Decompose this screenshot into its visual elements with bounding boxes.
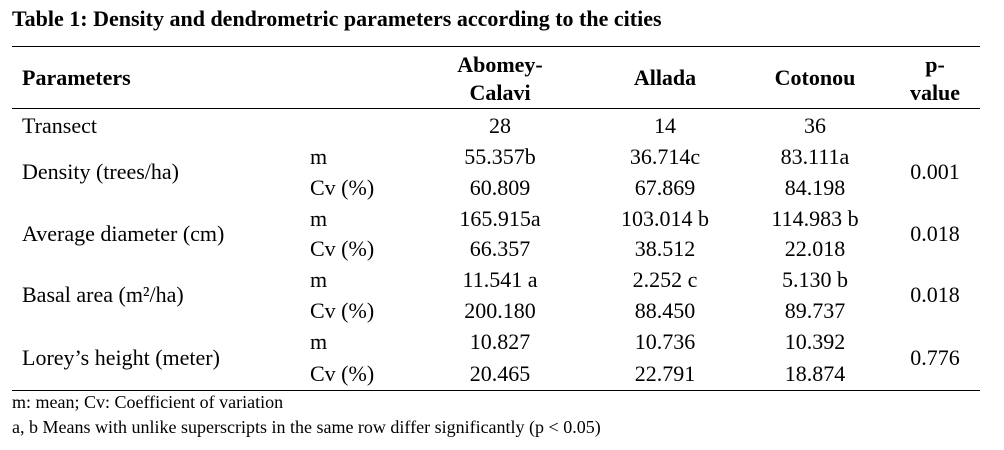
diameter-m-abomey-calavi: 165.915a — [459, 206, 541, 231]
basal-m-cotonou: 5.130 b — [782, 267, 848, 292]
density-cv-cotonou: 84.198 — [784, 175, 846, 200]
diameter-cv-abomey-calavi: 66.357 — [469, 236, 531, 261]
density-m-allada: 36.714c — [629, 144, 701, 169]
transect-cotonou: 36 — [804, 113, 826, 138]
density-m-cotonou: 83.111a — [780, 144, 850, 169]
basal-cv-allada: 88.450 — [634, 298, 696, 323]
height-p-value: 0.776 — [910, 345, 960, 370]
m-label: m — [310, 144, 328, 169]
height-m-cotonou: 10.392 — [784, 329, 846, 354]
transect-abomey-calavi: 28 — [489, 113, 511, 138]
m-label: m — [310, 329, 328, 354]
param-label-basal-area: Basal area (m²/ha) — [22, 282, 184, 307]
transect-allada: 14 — [654, 113, 676, 138]
height-cv-abomey-calavi: 20.465 — [469, 361, 531, 386]
header-parameters: Parameters — [22, 65, 131, 90]
height-cv-allada: 22.791 — [634, 361, 696, 386]
height-cv-cotonou: 18.874 — [784, 361, 846, 386]
density-cv-abomey-calavi: 60.809 — [469, 175, 531, 200]
header-abomey-calavi-line1: Abomey- — [457, 52, 543, 77]
bottom-rule — [12, 390, 980, 391]
diameter-m-allada: 103.014 b — [621, 206, 709, 231]
cv-label: Cv (%) — [310, 298, 375, 323]
diameter-m-cotonou: 114.983 b — [771, 206, 859, 231]
footnote-abbreviations: m: mean; Cv: Coefficient of variation — [12, 392, 284, 412]
header-p-value-line1: p- — [925, 52, 945, 77]
table-title: Table 1: Density and dendrometric parameters according to the cities — [12, 6, 662, 31]
density-m-abomey-calavi: 55.357b — [464, 144, 536, 169]
header-p-value-line2: value — [909, 80, 961, 105]
header-allada: Allada — [633, 65, 697, 90]
top-rule — [12, 46, 980, 47]
diameter-cv-cotonou: 22.018 — [784, 236, 846, 261]
param-label-average-diameter: Average diameter (cm) — [22, 221, 225, 246]
footnote-significance: a, b Means with unlike superscripts in the same row differ significantly (p < 0.05) — [12, 417, 601, 437]
density-p-value: 0.001 — [910, 159, 960, 184]
basal-cv-cotonou: 89.737 — [784, 298, 846, 323]
basal-m-abomey-calavi: 11.541 a — [462, 267, 538, 292]
m-label: m — [310, 267, 328, 292]
param-label-loreys-height: Lorey’s height (meter) — [22, 345, 220, 370]
basal-cv-abomey-calavi: 200.180 — [464, 298, 536, 323]
cv-label: Cv (%) — [310, 236, 375, 261]
param-label-density: Density (trees/ha) — [22, 159, 179, 184]
header-abomey-calavi-line2: Calavi — [469, 80, 531, 105]
transect-label: Transect — [22, 113, 97, 138]
header-cotonou: Cotonou — [774, 65, 856, 90]
diameter-cv-allada: 38.512 — [634, 236, 696, 261]
height-m-allada: 10.736 — [634, 329, 696, 354]
basal-p-value: 0.018 — [910, 282, 960, 307]
cv-label: Cv (%) — [310, 361, 375, 386]
header-rule — [12, 108, 980, 109]
density-cv-allada: 67.869 — [634, 175, 696, 200]
height-m-abomey-calavi: 10.827 — [469, 329, 531, 354]
cv-label: Cv (%) — [310, 175, 375, 200]
diameter-p-value: 0.018 — [910, 221, 960, 246]
basal-m-allada: 2.252 c — [632, 267, 698, 292]
m-label: m — [310, 206, 328, 231]
